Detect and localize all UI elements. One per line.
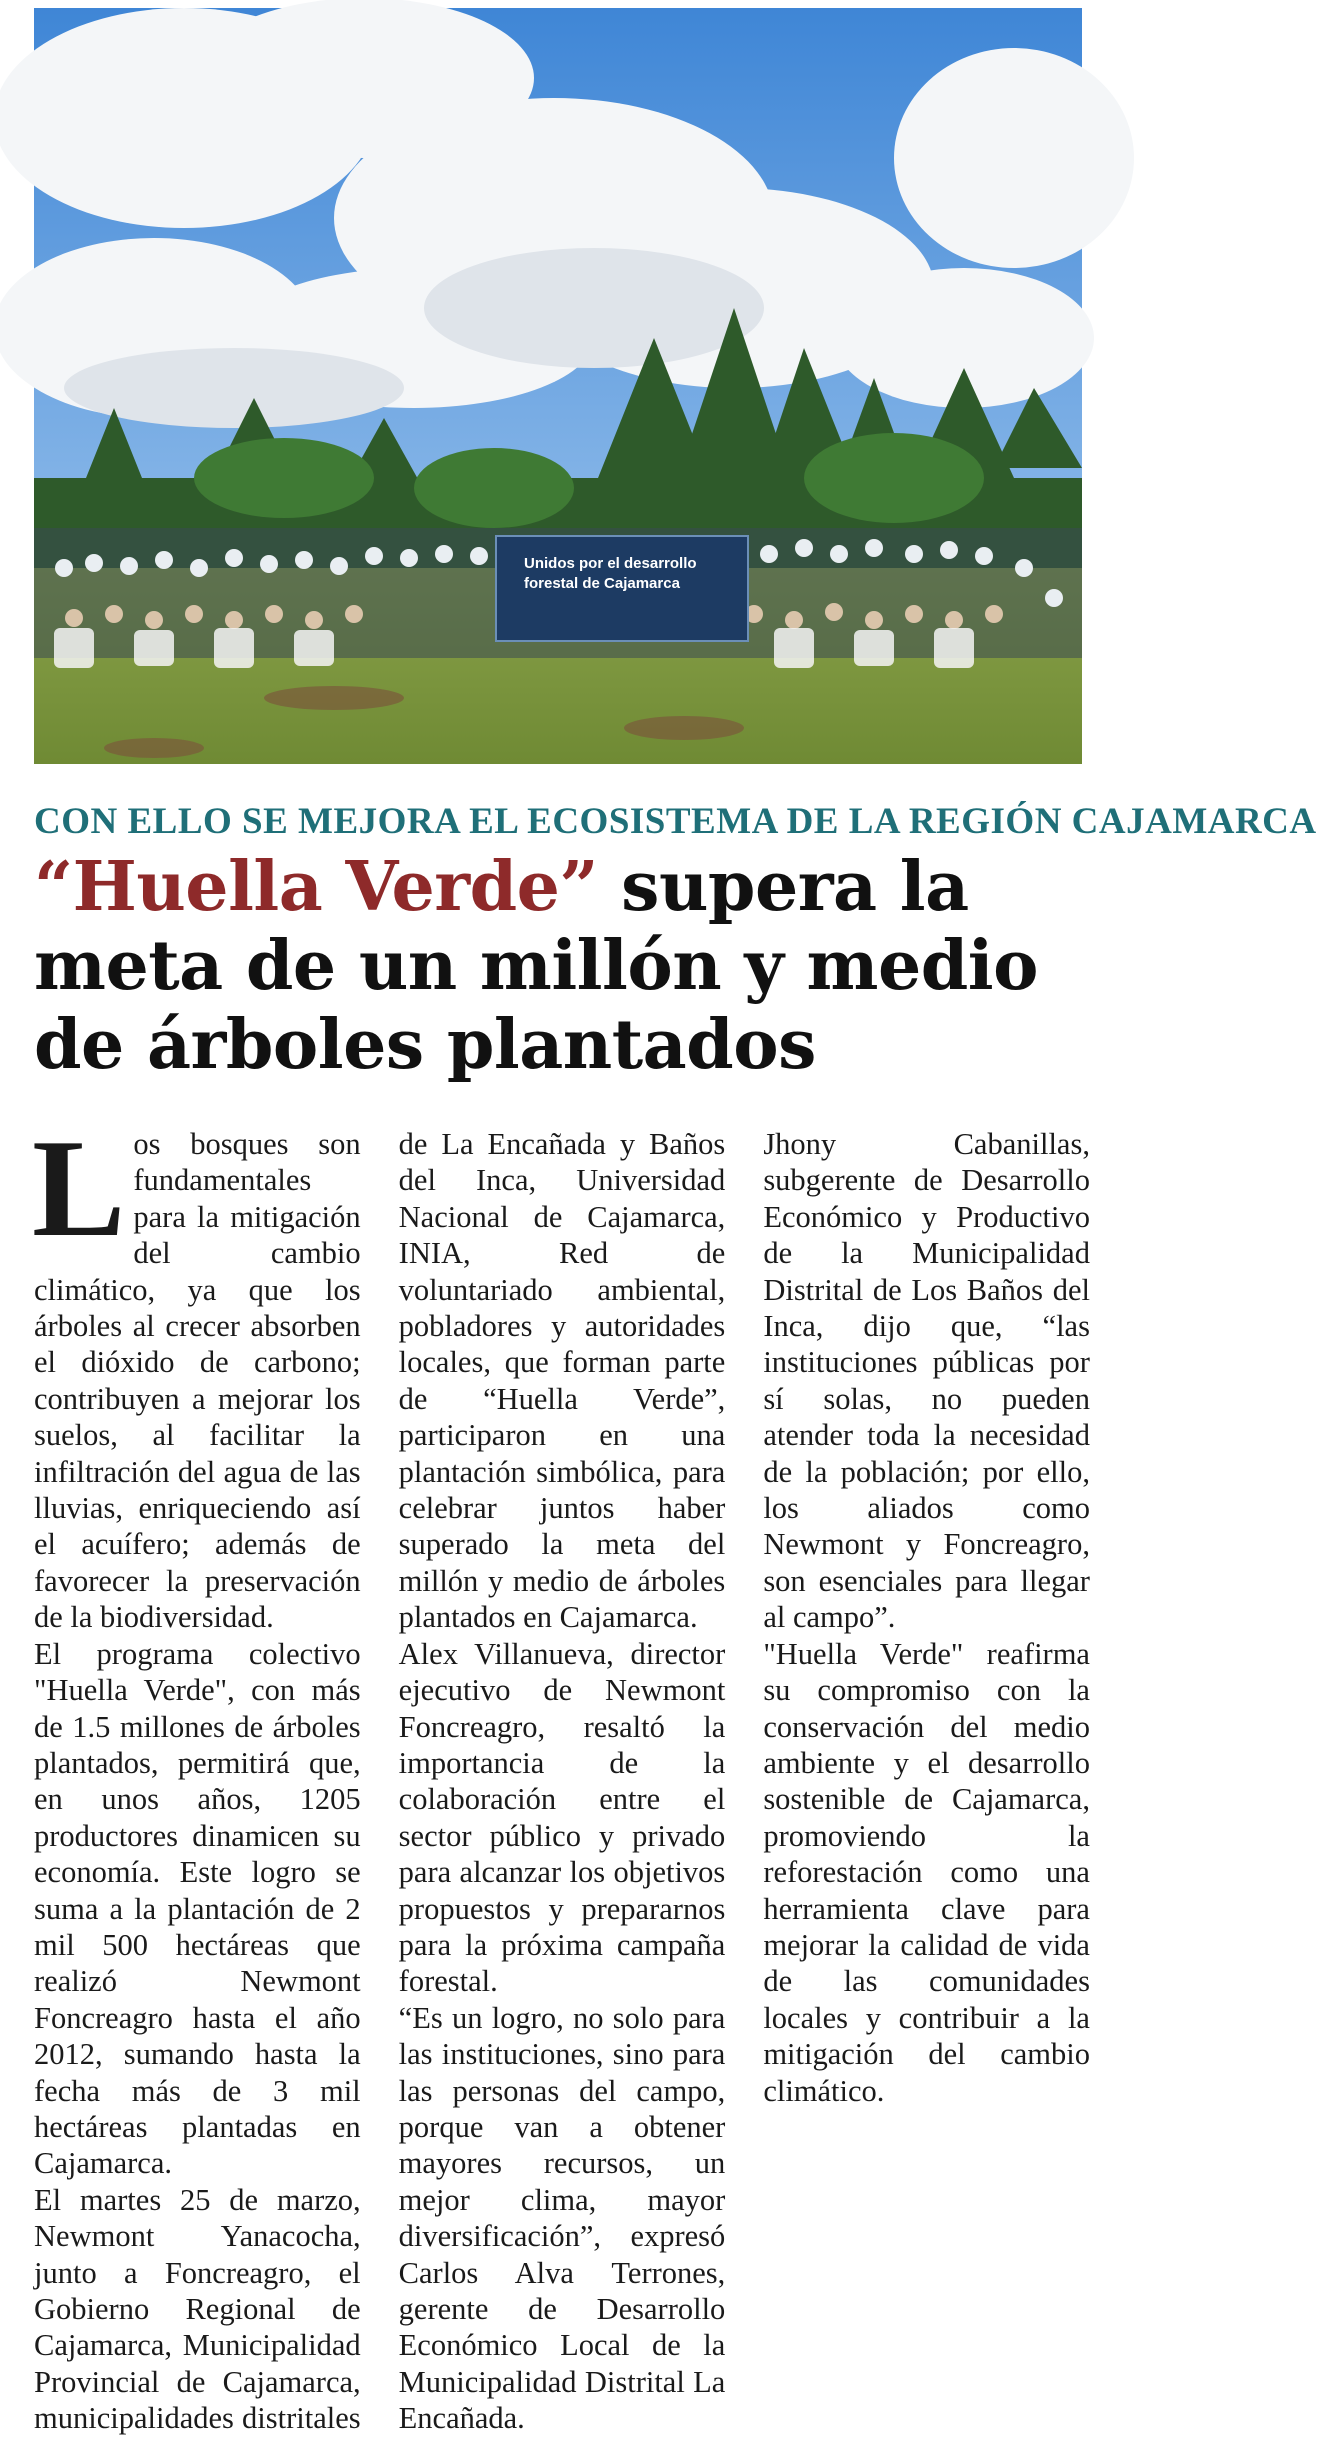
banner [496,536,748,641]
banner-line-1: Unidos por el desarrollo [524,555,697,572]
paragraph-1-text: os bosques son fundamentales para la mitigación del cambio climático, ya que los árboles al crecer absorben el dióxido de carbono; contribuyen a mejorar los suelos, al facilitar la infiltración del agua de las lluvias, enriqueciendo así el acuífero; además de favorecer la preservación de la biodiversidad. [34,1127,361,1635]
paragraph-5: “Es un logro, no solo para las instituciones, sino para las personas del campo, porque van a obtener mayores recursos, un mejor clima, mayor diversificación”, expresó Carlos Alva Terrones, gerente de Desarrollo Económico Local de la Municipalidad Distrital La Encañada. [398,2000,726,2436]
headline-highlight: “Huella Verde” [34,847,598,927]
paragraph-3: El martes 25 de marzo, Newmont Yanacocha, junto a Foncreagro, el Gobierno Regional de Cajamarca, Municipalidad Provincial de Cajamarca, municipalidades distritales de La Encañada y Baños del Inca, Universidad Nacional de Cajamarca, INIA, Red de voluntariado ambiental, pobladores y autoridades locales, que forman parte de “Huella Verde”, participaron en una plantación simbólica, para celebrar juntos haber superado la meta del millón y medio de árboles plantados en Cajamarca. [34,1127,726,2436]
photo-illustration [34,8,1082,764]
paragraph-2: El programa colectivo "Huella Verde", con más de 1.5 millones de árboles plantados, permitirá que, en unos años, 1205 productores dinamicen su economía. Este logro se suma a la plantación de 2 mil 500 hectáreas que realizó Newmont Foncreagro hasta el año 2012, sumando hasta la fecha más de 3 mil hectáreas plantadas en Cajamarca. [34,1636,361,2181]
paragraph-6: Jhony Cabanillas, subgerente de Desarrollo Económico y Productivo de la Municipalidad Distrital de Los Baños del Inca, dijo que, “las instituciones públicas por sí solas, no pueden atender toda la necesidad de la población; por ello, los aliados como Newmont y Foncreagro, son esenciales para llegar al campo”. [763,1127,1090,1635]
banner-line-2: forestal de Cajamarca [524,575,680,592]
paragraph-4: Alex Villanueva, director ejecutivo de Newmont Foncreagro, resaltó la importancia de la colaboración entre el sector público y privado para alcanzar los objetivos propuestos y prepararnos para la próxima campaña forestal. [398,1636,726,1999]
drop-cap: L [32,1111,126,1266]
article-kicker: CON ELLO SE MEJORA EL ECOSISTEMA DE LA REGIÓN CAJAMARCA [34,801,1317,842]
article-body [32,1111,1090,2448]
article-headline [34,848,1094,1085]
article-photo [34,8,1082,764]
paragraph-7: "Huella Verde" reafirma su compromiso con la conservación del medio ambiente y el desarrollo sostenible de Cajamarca, promoviendo la reforestación como una herramienta clave para mejorar la calidad de vida de las comunidades locales y contribuir a la mitigación del cambio climático. [763,1636,1090,2108]
paragraph-1 [32,1111,361,1636]
headline-rest: supera la meta de un millón y medio de árboles plantados [34,847,1038,1085]
